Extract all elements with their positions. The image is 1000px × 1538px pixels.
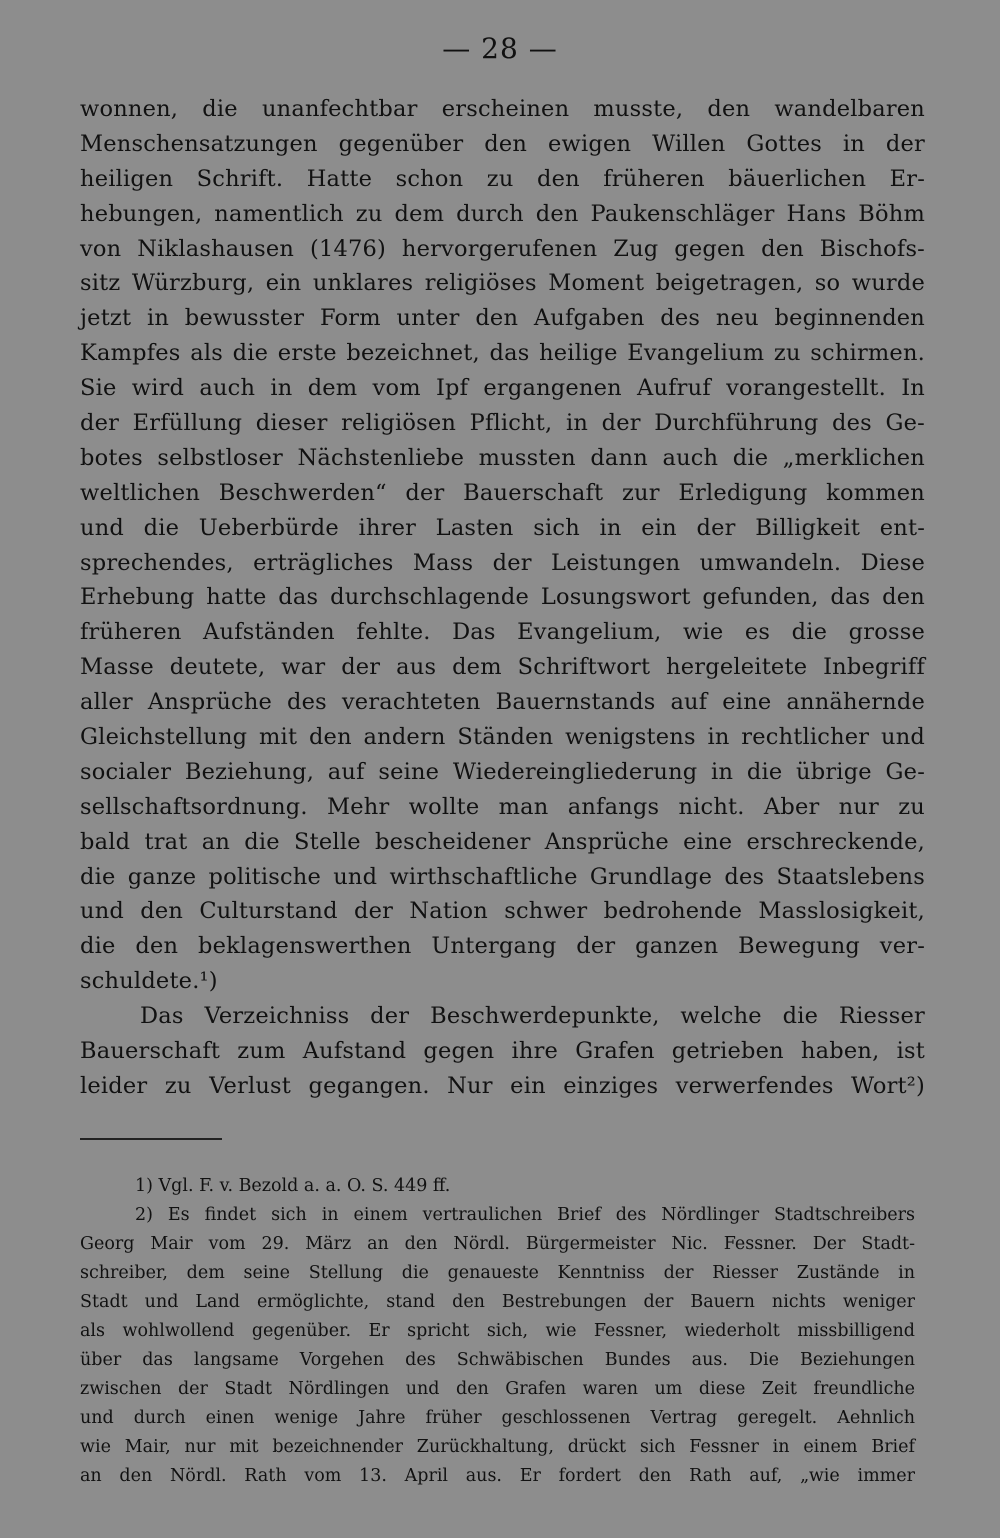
footnote-line: Stadt und Land ermöglichte, stand den Bestrebungen der Bauern nichts weniger bbox=[80, 1292, 915, 1312]
text-line: aller Ansprüche des verachteten Bauernstands auf eine annähernde bbox=[80, 689, 925, 716]
text-line: Kampfes als die erste bezeichnet, das heilige Evangelium zu schirmen. bbox=[80, 340, 925, 367]
text-line: Gleichstellung mit den andern Ständen wenigstens in rechtlicher und bbox=[80, 724, 925, 751]
footnote-line: über das langsame Vorgehen des Schwäbischen Bundes aus. Die Beziehungen bbox=[80, 1350, 915, 1370]
footnote-line: und durch einen wenige Jahre früher geschlossenen Vertrag geregelt. Aehnlich bbox=[80, 1408, 915, 1428]
text-line: bald trat an die Stelle bescheidener Ansprüche eine erschreckende, bbox=[80, 828, 925, 855]
main-text bbox=[80, 92, 925, 1104]
footnote-line: schreiber, dem seine Stellung die genaueste Kenntniss der Riesser Zustände in bbox=[80, 1263, 915, 1283]
text-line: die den beklagenswerthen Untergang der ganzen Bewegung ver- bbox=[80, 933, 925, 960]
text-line: Bauerschaft zum Aufstand gegen ihre Grafen getrieben haben, ist bbox=[80, 1038, 925, 1065]
text-line: hebungen, namentlich zu dem durch den Paukenschläger Hans Böhm bbox=[80, 200, 925, 227]
text-line: Masse deutete, war der aus dem Schriftwort hergeleitete Inbegriff bbox=[80, 654, 925, 681]
footnote-line: 2) Es findet sich in einem vertraulichen Brief des Nördlinger Stadtschreibers bbox=[135, 1205, 915, 1225]
footnotes bbox=[80, 1172, 915, 1491]
text-line: Sie wird auch in dem vom Ipf ergangenen Aufruf vorangestellt. In bbox=[80, 375, 925, 402]
text-line: Das Verzeichniss der Beschwerdepunkte, welche die Riesser bbox=[140, 1003, 925, 1030]
text-line: und die Ueberbürde ihrer Lasten sich in ein der Billigkeit ent- bbox=[80, 514, 925, 541]
text-line: sitz Würzburg, ein unklares religiöses Moment beigetragen, so wurde bbox=[80, 270, 925, 297]
text-line: Menschensatzungen gegenüber den ewigen Willen Gottes in der bbox=[80, 130, 925, 157]
text-line: Erhebung hatte das durchschlagende Losungswort gefunden, das den bbox=[80, 584, 925, 611]
text-line: jetzt in bewusster Form unter den Aufgaben des neu beginnenden bbox=[80, 305, 925, 332]
text-line: der Erfüllung dieser religiösen Pflicht, in der Durchführung des Ge- bbox=[80, 410, 925, 437]
footnote-line: 1) Vgl. F. v. Bezold a. a. O. S. 449 ff. bbox=[135, 1176, 451, 1196]
text-line: wonnen, die unanfechtbar erscheinen musste, den wandelbaren bbox=[80, 96, 925, 122]
footnote-line: Georg Mair vom 29. März an den Nördl. Bürgermeister Nic. Fessner. Der Stadt- bbox=[80, 1234, 915, 1254]
text-line: sprechendes, erträgliches Mass der Leistungen umwandeln. Diese bbox=[80, 549, 925, 576]
footnote-line: an den Nördl. Rath vom 13. April aus. Er fordert den Rath auf, „wie immer bbox=[80, 1466, 915, 1486]
footnote-line: wie Mair, nur mit bezeichnender Zurückhaltung, drückt sich Fessner in einem Brief bbox=[80, 1437, 915, 1457]
footnote-line: als wohlwollend gegenüber. Er spricht sich, wie Fessner, wiederholt missbilligend bbox=[80, 1321, 915, 1341]
text-line: botes selbstloser Nächstenliebe mussten dann auch die „merklichen bbox=[80, 444, 925, 471]
text-line: von Niklashausen (1476) hervorgerufenen Zug gegen den Bischofs- bbox=[80, 235, 925, 262]
text-line: und den Culturstand der Nation schwer bedrohende Masslosigkeit, bbox=[80, 898, 925, 925]
text-line: heiligen Schrift. Hatte schon zu den früheren bäuerlichen Er- bbox=[80, 165, 925, 192]
text-line: weltlichen Beschwerden“ der Bauerschaft zur Erledigung kommen bbox=[80, 479, 925, 506]
text-line: die ganze politische und wirthschaftliche Grundlage des Staatslebens bbox=[80, 863, 925, 890]
text-line: sellschaftsordnung. Mehr wollte man anfangs nicht. Aber nur zu bbox=[80, 793, 925, 820]
footnote-line: zwischen der Stadt Nördlingen und den Grafen waren um diese Zeit freundliche bbox=[80, 1379, 915, 1399]
text-line: früheren Aufständen fehlte. Das Evangelium, wie es die grosse bbox=[80, 619, 925, 646]
text-line: leider zu Verlust gegangen. Nur ein einziges verwerfendes Wort²) bbox=[80, 1072, 925, 1099]
footnote-divider bbox=[80, 1138, 222, 1140]
page-number: — 28 — bbox=[442, 32, 558, 65]
text-line: schuldete.¹) bbox=[80, 968, 218, 995]
text-line: socialer Beziehung, auf seine Wiedereingliederung in die übrige Ge- bbox=[80, 758, 925, 785]
